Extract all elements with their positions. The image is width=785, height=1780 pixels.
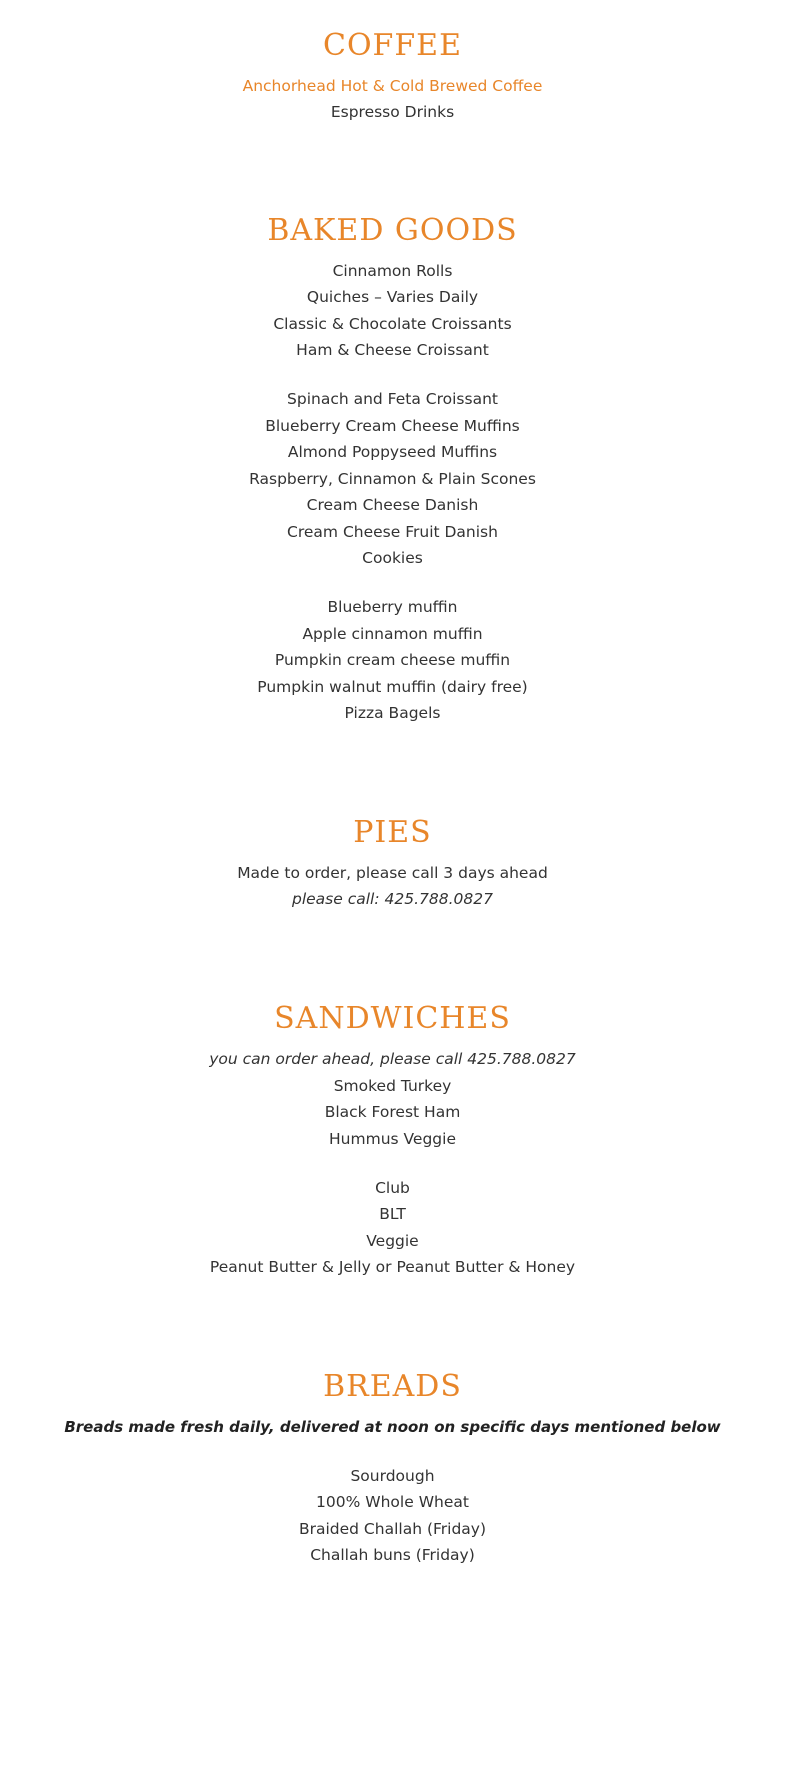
sandwich-item: Hummus Veggie [329,1130,456,1148]
baked-item: Ham & Cheese Croissant [296,341,489,359]
baked-item: Apple cinnamon muffin [302,625,483,643]
sandwiches-heading: SANDWICHES [274,1001,511,1036]
sandwich-item: BLT [379,1205,406,1223]
breads-note: Breads made fresh daily, delivered at noon on specific days mentioned below [64,1418,721,1436]
bread-item: 100% Whole Wheat [316,1493,469,1511]
baked-item: Cookies [362,549,423,567]
baked-goods-heading: BAKED GOODS [267,213,518,248]
baked-item: Pizza Bagels [344,704,441,722]
sandwich-item: Club [375,1179,410,1197]
sandwich-item: Peanut Butter & Jelly or Peanut Butter & Honey [209,1258,576,1276]
baked-item: Blueberry Cream Cheese Muffins [265,417,520,435]
sandwich-item: Veggie [366,1232,419,1250]
bread-item: Challah buns (Friday) [310,1546,475,1564]
sandwich-item: Smoked Turkey [333,1077,452,1095]
baked-item: Cinnamon Rolls [332,262,453,280]
bread-item: Braided Challah (Friday) [298,1520,487,1538]
baked-item: Blueberry muffin [327,598,458,616]
baked-item: Cream Cheese Danish [306,496,479,514]
baked-item: Classic & Chocolate Croissants [273,315,512,333]
baked-item: Raspberry, Cinnamon & Plain Scones [249,470,536,488]
baked-item: Spinach and Feta Croissant [287,390,498,408]
baked-item: Pumpkin walnut muffin (dairy free) [257,678,528,696]
coffee-item-link[interactable]: Anchorhead Hot & Cold Brewed Coffee [242,77,543,95]
sandwiches-note: you can order ahead, please call 425.788.0827 [209,1050,576,1068]
pies-phone: please call: 425.788.0827 [292,890,493,908]
baked-item: Almond Poppyseed Muffins [287,443,498,461]
baked-item: Cream Cheese Fruit Danish [287,523,498,541]
sandwich-item: Black Forest Ham [324,1103,461,1121]
coffee-heading: COFFEE [323,28,462,63]
breads-heading: BREADS [323,1369,462,1404]
coffee-item: Espresso Drinks [330,103,455,121]
bread-item: Sourdough [350,1467,435,1485]
baked-item: Quiches – Varies Daily [306,288,479,306]
baked-item: Pumpkin cream cheese muffin [274,651,511,669]
pies-item: Made to order, please call 3 days ahead [237,864,548,882]
pies-heading: PIES [353,815,432,850]
